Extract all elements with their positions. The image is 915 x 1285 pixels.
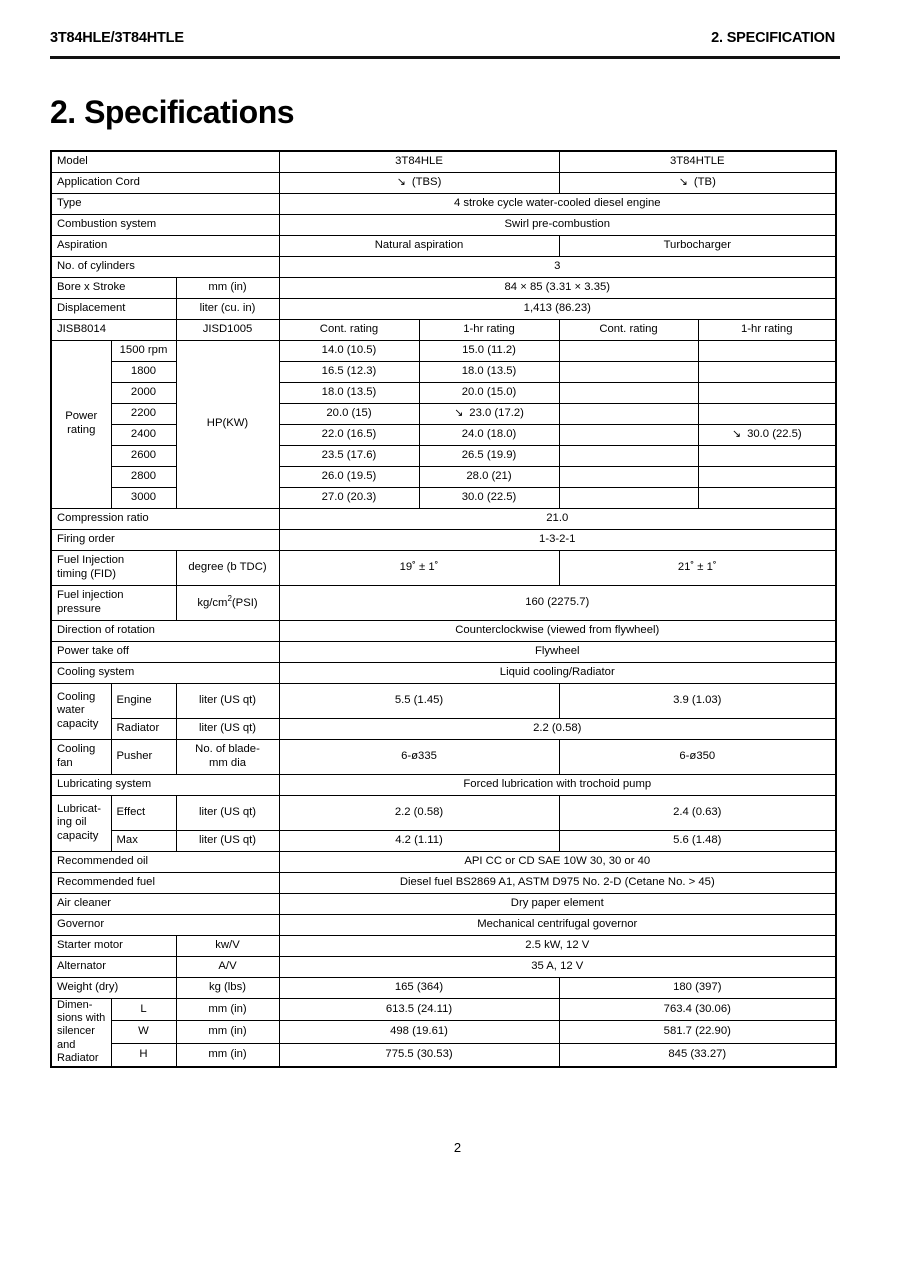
power-htle-cont-1800 <box>559 361 698 382</box>
power-rpm-2200: 2200 <box>111 403 176 424</box>
table-row-direction-of-rotation <box>51 620 836 641</box>
power-hle-1hr-2000: 20.0 (15.0) <box>419 382 559 403</box>
row-label-cooling-water-capacity <box>51 683 111 739</box>
down-right-arrow-icon: ↘ <box>396 175 406 188</box>
cooling-fan-unit-line2: mm dia <box>208 756 247 769</box>
table-row-starter-motor <box>51 935 836 956</box>
row-label-governor: Governor <box>51 914 279 935</box>
cell-firing-order-value: 1-3-2-1 <box>279 529 836 550</box>
lubricating-oil-label-line2: ing oil <box>57 816 87 829</box>
fuel-injection-pressure-label-line1: Fuel injection <box>57 589 124 602</box>
row-label-weight-dry: Weight (dry) <box>51 977 176 998</box>
table-row-aspiration <box>51 235 836 256</box>
cell-displacement-value: 1,413 (86.23) <box>279 298 836 319</box>
power-hle-1hr-2200 <box>419 403 559 424</box>
power-hle-1hr-2200-value: 23.0 (17.2) <box>469 406 524 419</box>
power-hle-1hr-2400: 24.0 (18.0) <box>419 424 559 445</box>
row-label-lubricating-oil-capacity <box>51 795 111 851</box>
sub-label-cooling-water-radiator: Radiator <box>111 718 176 739</box>
row-label-cooling-fan <box>51 739 111 774</box>
row-label-lubricating-system: Lubricating system <box>51 774 279 795</box>
row-label-displacement: Displacement <box>51 298 176 319</box>
table-row-cooling-system <box>51 662 836 683</box>
unit-displacement: liter (cu. in) <box>176 298 279 319</box>
cell-aspiration-hle: Natural aspiration <box>279 235 559 256</box>
unit-bore-x-stroke: mm (in) <box>176 277 279 298</box>
power-hle-1hr-1800: 18.0 (13.5) <box>419 361 559 382</box>
power-htle-cont-3000 <box>559 487 698 508</box>
table-row-power-rating-1500 <box>51 340 836 361</box>
cell-application-cord-htle-value: (TB) <box>693 175 716 188</box>
power-htle-cont-2000 <box>559 382 698 403</box>
power-rpm-1800: 1800 <box>111 361 176 382</box>
cell-cooling-fan-htle: 6-ø350 <box>559 739 836 774</box>
cooling-water-label-line3: capacity <box>57 717 99 730</box>
cell-weight-dry-htle: 180 (397) <box>559 977 836 998</box>
table-row-dimensions-height <box>51 1044 836 1067</box>
power-hle-1hr-2800: 28.0 (21) <box>419 466 559 487</box>
power-htle-cont-2200 <box>559 403 698 424</box>
sub-label-lubricating-oil-effect: Effect <box>111 795 176 830</box>
row-label-dimensions <box>51 998 111 1067</box>
power-hle-cont-1500: 14.0 (10.5) <box>279 340 419 361</box>
cell-dimension-height-htle: 845 (33.27) <box>559 1044 836 1067</box>
row-label-cooling-system: Cooling system <box>51 662 279 683</box>
power-hle-1hr-1500: 15.0 (11.2) <box>419 340 559 361</box>
row-label-fuel-injection-pressure <box>51 585 176 620</box>
power-htle-cont-2400 <box>559 424 698 445</box>
cell-dimension-height-hle: 775.5 (30.53) <box>279 1044 559 1067</box>
unit-alternator: A/V <box>176 956 279 977</box>
cooling-fan-label-line2: fan <box>57 756 73 769</box>
table-row-standards-header <box>51 319 836 340</box>
power-htle-1hr-2800 <box>698 466 836 487</box>
running-head-section: 2. SPECIFICATION <box>711 30 835 46</box>
header-hle-cont-rating: Cont. rating <box>279 319 419 340</box>
row-label-compression-ratio: Compression ratio <box>51 508 279 529</box>
cell-alternator-value: 35 A, 12 V <box>279 956 836 977</box>
unit-starter-motor: kw/V <box>176 935 279 956</box>
table-row-application-cord <box>51 172 836 193</box>
cell-weight-dry-hle: 165 (364) <box>279 977 559 998</box>
cooling-water-label-line1: Cooling <box>57 691 96 703</box>
table-row-dimensions-width <box>51 1021 836 1044</box>
cell-compression-ratio-value: 21.0 <box>279 508 836 529</box>
table-row-firing-order <box>51 529 836 550</box>
power-rpm-1500: 1500 rpm <box>111 340 176 361</box>
cell-application-cord-htle <box>559 172 836 193</box>
sub-label-dimension-length: L <box>111 998 176 1021</box>
sub-label-dimension-width: W <box>111 1021 176 1044</box>
row-label-recommended-fuel: Recommended fuel <box>51 872 279 893</box>
sub-label-cooling-water-engine: Engine <box>111 683 176 718</box>
table-row-power-rating-2400 <box>51 424 836 445</box>
table-row-power-rating-2200 <box>51 403 836 424</box>
table-row-fuel-injection-pressure <box>51 585 836 620</box>
cell-application-cord-hle <box>279 172 559 193</box>
power-htle-1hr-2400 <box>698 424 836 445</box>
table-row-cooling-fan <box>51 739 836 774</box>
cell-bore-x-stroke-value: 84 × 85 (3.31 × 3.35) <box>279 277 836 298</box>
row-label-starter-motor: Starter motor <box>51 935 176 956</box>
table-row-combustion-system <box>51 214 836 235</box>
cell-air-cleaner-value: Dry paper element <box>279 893 836 914</box>
dimensions-label-line4: and <box>57 1038 76 1051</box>
cooling-fan-label-line1: Cooling <box>57 743 96 756</box>
cell-application-cord-hle-value: (TBS) <box>411 175 442 188</box>
cell-direction-of-rotation-value: Counterclockwise (viewed from flywheel) <box>279 620 836 641</box>
row-label-application-cord: Application Cord <box>51 172 279 193</box>
cell-model-hle: 3T84HLE <box>279 151 559 172</box>
sub-label-dimension-height: H <box>111 1044 176 1067</box>
power-hle-cont-2200: 20.0 (15) <box>279 403 419 424</box>
cell-dimension-length-htle: 763.4 (30.06) <box>559 998 836 1021</box>
table-row-governor <box>51 914 836 935</box>
standard-jisd1005: JISD1005 <box>176 319 279 340</box>
cell-cooling-system-value: Liquid cooling/Radiator <box>279 662 836 683</box>
cell-combustion-system-value: Swirl pre-combustion <box>279 214 836 235</box>
power-rpm-2600: 2600 <box>111 445 176 466</box>
header-htle-cont-rating: Cont. rating <box>559 319 698 340</box>
cell-governor-value: Mechanical centrifugal governor <box>279 914 836 935</box>
power-hle-cont-2600: 23.5 (17.6) <box>279 445 419 466</box>
cell-type-value: 4 stroke cycle water-cooled diesel engine <box>279 193 836 214</box>
power-htle-cont-2600 <box>559 445 698 466</box>
lubricating-oil-label-line1: Lubricat- <box>57 803 101 815</box>
unit-cooling-water-engine: liter (US qt) <box>176 683 279 718</box>
cell-cooling-fan-hle: 6-ø335 <box>279 739 559 774</box>
cell-lubricating-oil-effect-hle: 2.2 (0.58) <box>279 795 559 830</box>
power-htle-1hr-1500 <box>698 340 836 361</box>
unit-pressure-prefix: kg/cm <box>197 596 228 609</box>
cell-cooling-water-engine-hle: 5.5 (1.45) <box>279 683 559 718</box>
power-hle-cont-2000: 18.0 (13.5) <box>279 382 419 403</box>
unit-lubricating-oil-effect: liter (US qt) <box>176 795 279 830</box>
power-hle-cont-2800: 26.0 (19.5) <box>279 466 419 487</box>
row-label-air-cleaner: Air cleaner <box>51 893 279 914</box>
row-label-firing-order: Firing order <box>51 529 279 550</box>
power-rpm-3000: 3000 <box>111 487 176 508</box>
row-label-bore-x-stroke: Bore x Stroke <box>51 277 176 298</box>
table-row-lubricating-oil-effect <box>51 795 836 830</box>
power-htle-cont-1500 <box>559 340 698 361</box>
down-right-arrow-icon: ↘ <box>678 175 688 188</box>
row-label-recommended-oil: Recommended oil <box>51 851 279 872</box>
running-head <box>50 30 835 46</box>
table-row-compression-ratio <box>51 508 836 529</box>
cell-recommended-oil-value: API CC or CD SAE 10W 30, 30 or 40 <box>279 851 836 872</box>
power-rpm-2400: 2400 <box>111 424 176 445</box>
power-htle-1hr-1800 <box>698 361 836 382</box>
row-label-alternator: Alternator <box>51 956 176 977</box>
table-row-recommended-fuel <box>51 872 836 893</box>
lubricating-oil-label-line3: capacity <box>57 829 99 842</box>
row-label-combustion-system: Combustion system <box>51 214 279 235</box>
table-row-weight-dry <box>51 977 836 998</box>
cell-fuel-injection-timing-hle: 19˚ ± 1˚ <box>279 550 559 585</box>
table-row-no-of-cylinders <box>51 256 836 277</box>
power-rpm-2000: 2000 <box>111 382 176 403</box>
table-row-air-cleaner <box>51 893 836 914</box>
cell-power-take-off-value: Flywheel <box>279 641 836 662</box>
table-row-type <box>51 193 836 214</box>
row-label-direction-of-rotation: Direction of rotation <box>51 620 279 641</box>
cell-fuel-injection-timing-htle: 21˚ ± 1˚ <box>559 550 836 585</box>
cell-model-htle: 3T84HTLE <box>559 151 836 172</box>
table-row-recommended-oil <box>51 851 836 872</box>
table-row-power-rating-2600 <box>51 445 836 466</box>
cell-dimension-length-hle: 613.5 (24.11) <box>279 998 559 1021</box>
power-hle-cont-1800: 16.5 (12.3) <box>279 361 419 382</box>
dimensions-label-line1: Dimen- <box>57 998 93 1011</box>
fuel-injection-pressure-label-line2: pressure <box>57 602 101 615</box>
dimensions-label-line3: silencer <box>57 1025 95 1038</box>
table-row-alternator <box>51 956 836 977</box>
dimensions-label-line5: Radiator <box>57 1052 99 1065</box>
header-htle-1hr-rating: 1-hr rating <box>698 319 836 340</box>
page-title: 2. Specifications <box>50 94 295 130</box>
cell-dimension-width-hle: 498 (19.61) <box>279 1021 559 1044</box>
cooling-fan-unit-line1: No. of blade- <box>195 743 260 756</box>
cell-lubricating-oil-max-hle: 4.2 (1.11) <box>279 830 559 851</box>
cell-lubricating-oil-effect-htle: 2.4 (0.63) <box>559 795 836 830</box>
table-row-power-rating-2000 <box>51 382 836 403</box>
unit-pressure-suffix: (PSI) <box>231 596 258 609</box>
row-label-type: Type <box>51 193 279 214</box>
power-htle-1hr-2400-value: 30.0 (22.5) <box>747 427 802 440</box>
cell-cooling-water-radiator-value: 2.2 (0.58) <box>279 718 836 739</box>
running-head-model: 3T84HLE/3T84HTLE <box>50 30 184 46</box>
power-hle-cont-3000: 27.0 (20.3) <box>279 487 419 508</box>
power-hle-1hr-3000: 30.0 (22.5) <box>419 487 559 508</box>
power-rating-label-text: Power rating <box>65 410 98 436</box>
cell-no-of-cylinders-value: 3 <box>279 256 836 277</box>
table-row-fuel-injection-timing <box>51 550 836 585</box>
sub-label-lubricating-oil-max: Max <box>111 830 176 851</box>
power-rpm-2800: 2800 <box>111 466 176 487</box>
unit-weight-dry: kg (lbs) <box>176 977 279 998</box>
power-hle-cont-2400: 22.0 (16.5) <box>279 424 419 445</box>
table-row-lubricating-system <box>51 774 836 795</box>
cell-dimension-width-htle: 581.7 (22.90) <box>559 1021 836 1044</box>
power-htle-1hr-2000 <box>698 382 836 403</box>
unit-cooling-fan <box>176 739 279 774</box>
cell-fuel-injection-pressure-value: 160 (2275.7) <box>279 585 836 620</box>
table-row-model <box>51 151 836 172</box>
cell-lubricating-system-value: Forced lubrication with trochoid pump <box>279 774 836 795</box>
power-hle-1hr-2600: 26.5 (19.9) <box>419 445 559 466</box>
unit-fuel-injection-timing: degree (b TDC) <box>176 550 279 585</box>
fuel-injection-timing-label-line2: timing (FID) <box>57 567 116 580</box>
dimensions-label-line2: sions with <box>57 1011 106 1024</box>
table-row-power-rating-3000 <box>51 487 836 508</box>
row-label-no-of-cylinders: No. of cylinders <box>51 256 279 277</box>
cell-aspiration-htle: Turbocharger <box>559 235 836 256</box>
cell-recommended-fuel-value: Diesel fuel BS2869 A1, ASTM D975 No. 2-D (Cetane No. > 45) <box>279 872 836 893</box>
unit-lubricating-oil-max: liter (US qt) <box>176 830 279 851</box>
down-right-arrow-icon: ↘ <box>731 427 742 440</box>
cell-lubricating-oil-max-htle: 5.6 (1.48) <box>559 830 836 851</box>
power-htle-1hr-3000 <box>698 487 836 508</box>
table-row-cooling-water-radiator <box>51 718 836 739</box>
row-label-fuel-injection-timing <box>51 550 176 585</box>
power-htle-cont-2800 <box>559 466 698 487</box>
row-label-model: Model <box>51 151 279 172</box>
header-rule <box>50 56 840 59</box>
unit-power-rating: HP(KW) <box>176 340 279 508</box>
cooling-water-label-line2: water <box>57 704 85 717</box>
table-row-displacement <box>51 298 836 319</box>
table-row-bore-x-stroke <box>51 277 836 298</box>
unit-dimension-height: mm (in) <box>176 1044 279 1067</box>
header-hle-1hr-rating: 1-hr rating <box>419 319 559 340</box>
specifications-table <box>50 150 837 1068</box>
power-htle-1hr-2200 <box>698 403 836 424</box>
table-row-power-rating-1800 <box>51 361 836 382</box>
power-htle-1hr-2600 <box>698 445 836 466</box>
down-right-arrow-icon: ↘ <box>454 406 464 419</box>
unit-fuel-injection-pressure <box>176 585 279 620</box>
unit-dimension-width: mm (in) <box>176 1021 279 1044</box>
unit-dimension-length: mm (in) <box>176 998 279 1021</box>
table-row-lubricating-oil-max <box>51 830 836 851</box>
unit-pressure-exponent: 2 <box>227 594 232 604</box>
row-label-aspiration: Aspiration <box>51 235 279 256</box>
table-row-power-rating-2800 <box>51 466 836 487</box>
cell-cooling-water-engine-htle: 3.9 (1.03) <box>559 683 836 718</box>
table-row-power-take-off <box>51 641 836 662</box>
cell-starter-motor-value: 2.5 kW, 12 V <box>279 935 836 956</box>
unit-cooling-water-radiator: liter (US qt) <box>176 718 279 739</box>
row-label-power-rating <box>51 340 111 508</box>
fuel-injection-timing-label-line1: Fuel Injection <box>57 554 125 567</box>
page-number: 2 <box>453 1140 462 1155</box>
standard-jisb8014: JISB8014 <box>51 319 176 340</box>
table-row-dimensions-length <box>51 998 836 1021</box>
row-label-power-take-off: Power take off <box>51 641 279 662</box>
table-row-cooling-water-engine <box>51 683 836 718</box>
sub-label-cooling-fan-pusher: Pusher <box>111 739 176 774</box>
